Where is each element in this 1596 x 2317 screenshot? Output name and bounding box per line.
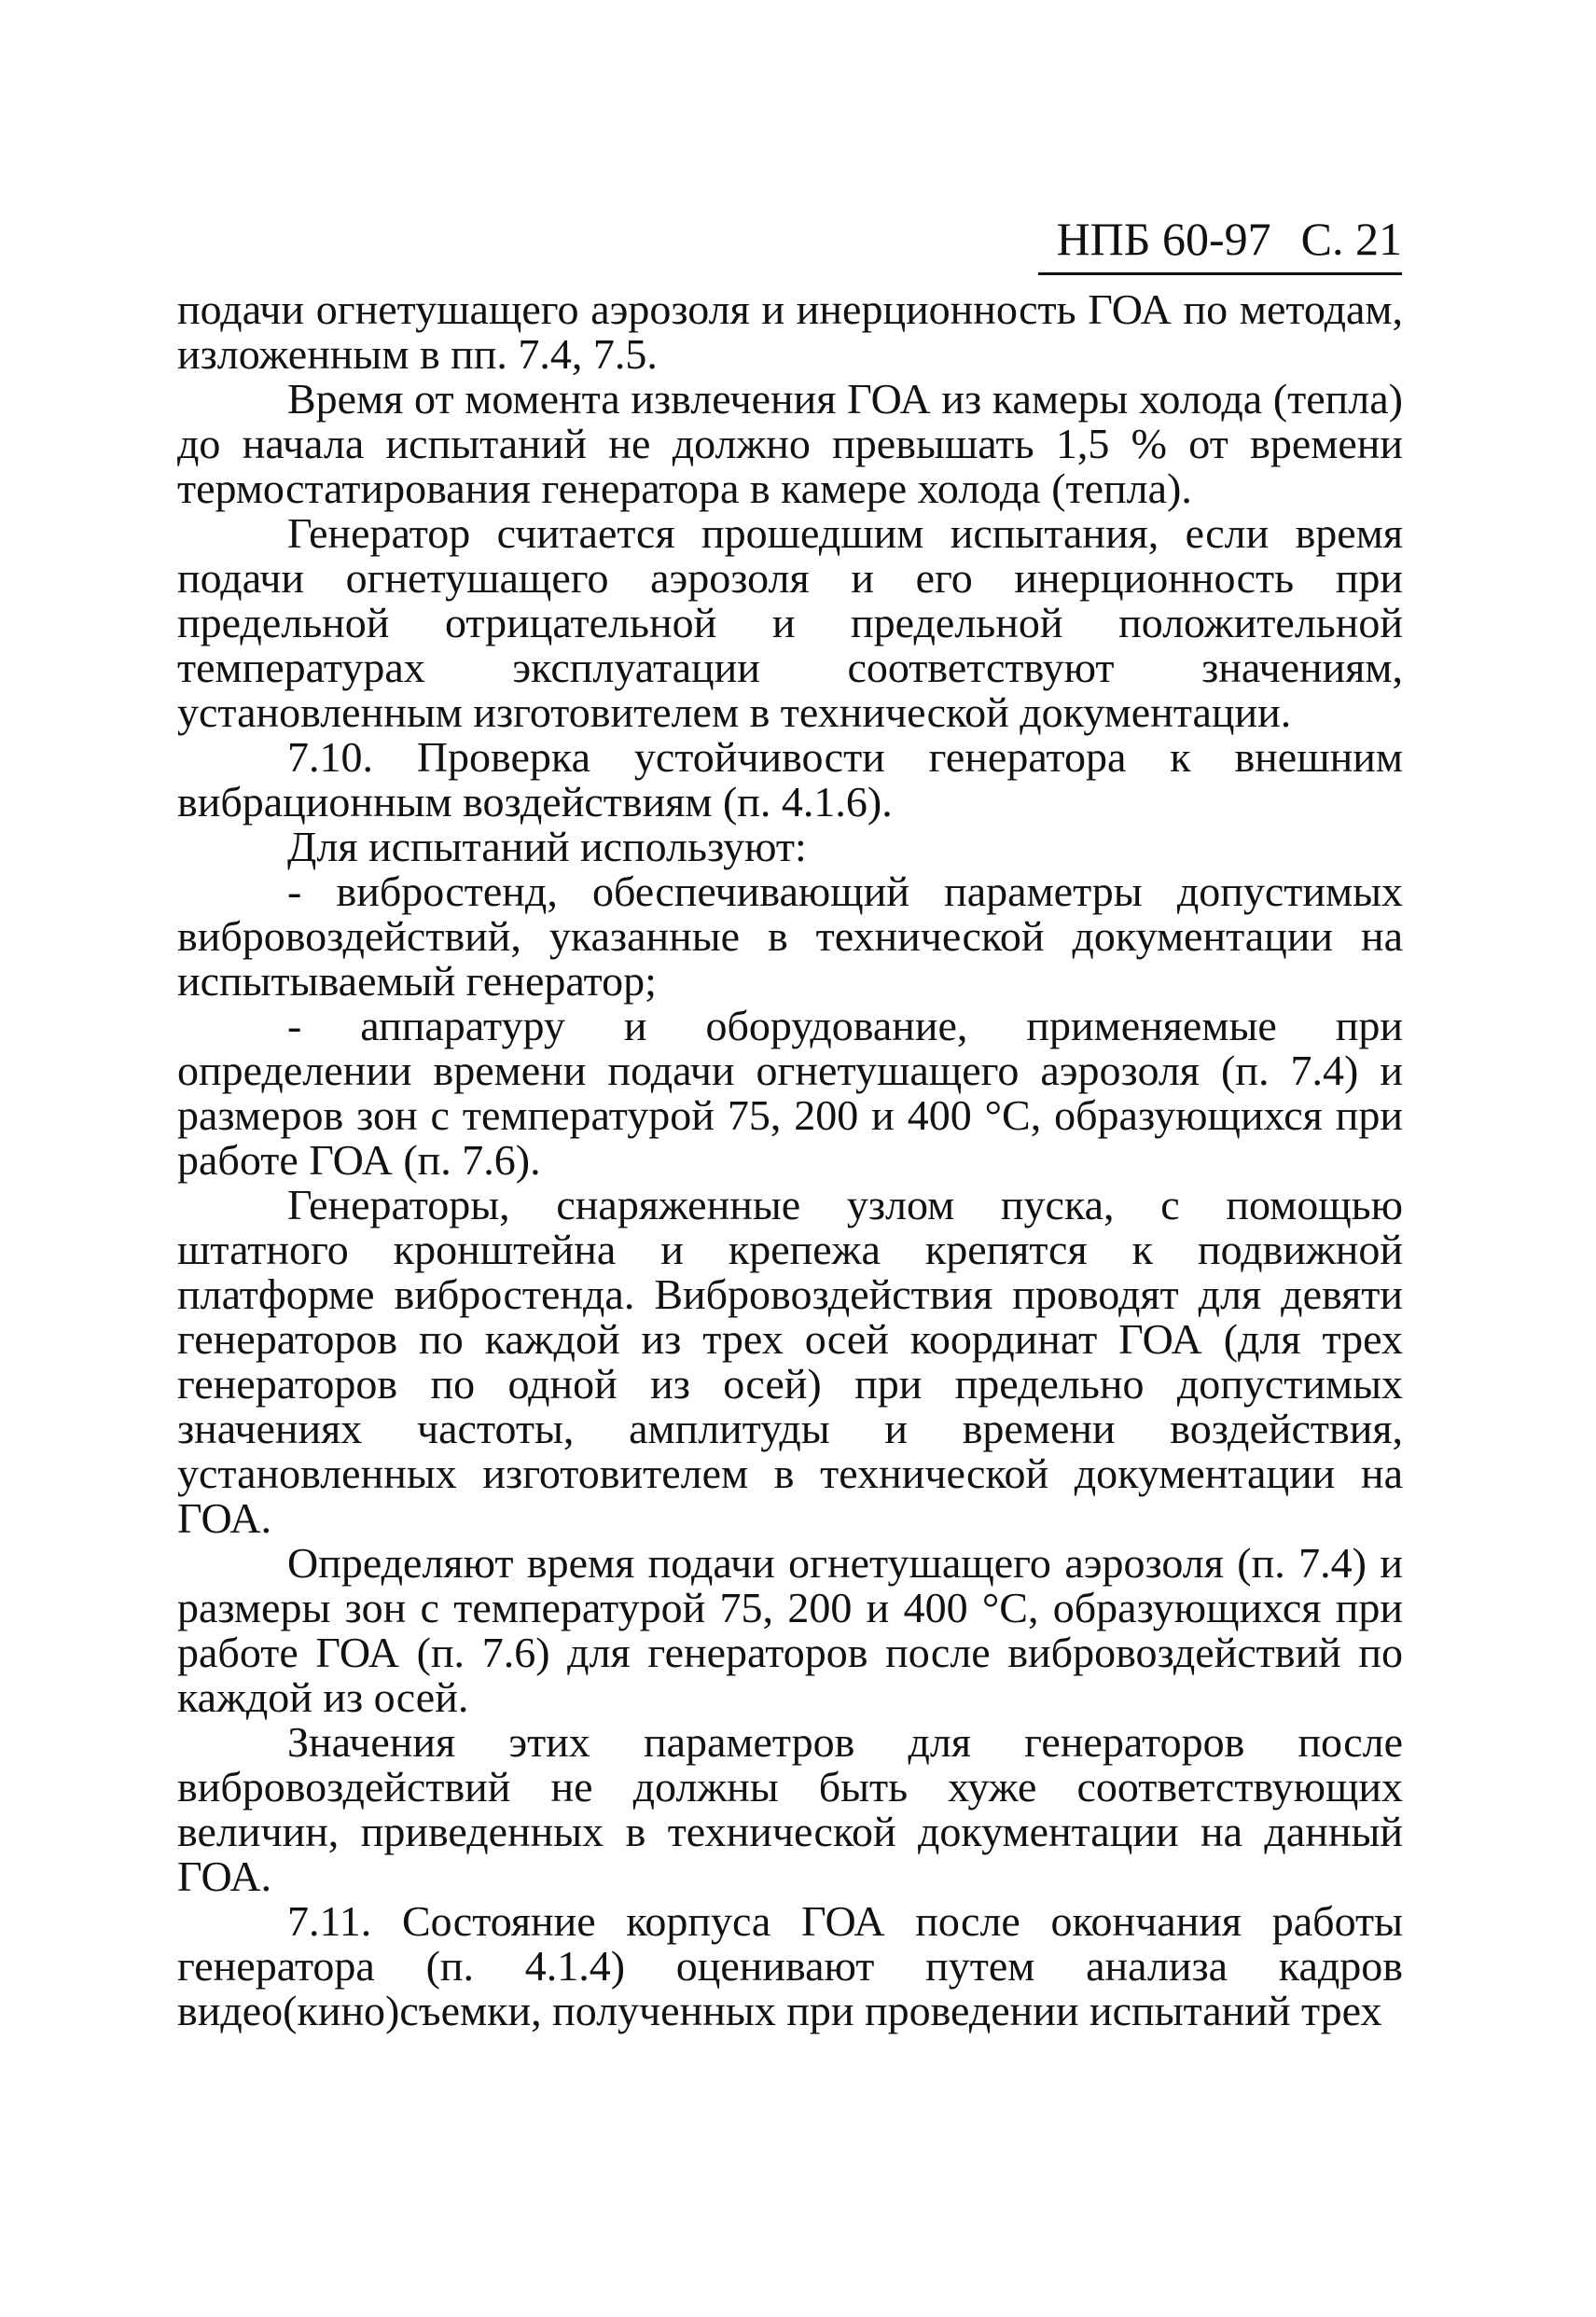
body-text bbox=[177, 287, 1403, 2033]
section-heading-7-11: 7.11. Состояние корпуса ГОА после окончания работы генератора (п. 4.1.4) оценивают путем анализа кадров видео(кино)съемки, полученных при проведении испытаний трех bbox=[177, 1897, 1403, 2034]
paragraph-mounting: Генераторы, снаряженные узлом пуска, с помощью штатного кронштейна и крепежа крепятся к подвижной платформе вибростенда. Вибровоздействия проводят для девяти генераторов по каждой из трех осей координат ГОА (для трех генераторов по одной из осей) при предельно допустимых значениях частоты, амплитуды и времени воздействия, установленных изготовителем в технической документации на ГОА. bbox=[177, 1181, 1403, 1542]
page-number: С. 21 bbox=[1300, 213, 1402, 265]
paragraph-determine: Определяют время подачи огнетушащего аэрозоля (п. 7.4) и размеры зон с температурой 75, 200 и 400 °С, образующихся при работе ГОА (п. 7.6) для генераторов после вибровоздействий по каждой из осей. bbox=[177, 1539, 1403, 1721]
paragraph-time-limit: Время от момента извлечения ГОА из камеры холода (тепла) до начала испытаний не должно превышать 1,5 % от времени термостатирования генератора в камере холода (тепла). bbox=[177, 375, 1403, 512]
paragraph-continuation: подачи огнетушащего аэрозоля и инерционность ГОА по методам, изложенным в пп. 7.4, 7.5. bbox=[177, 285, 1403, 378]
section-heading-7-10: 7.10. Проверка устойчивости генератора к внешним вибрационным воздействиям (п. 4.1.6). bbox=[177, 733, 1403, 826]
page-header bbox=[1038, 213, 1402, 275]
list-item-apparatus: - аппаратуру и оборудование, применяемые при определении времени подачи огнетушащего аэрозоля (п. 7.4) и размеров зон с температурой 75, 200 и 400 °С, образующихся при работе ГОА (п. 7.6). bbox=[177, 1002, 1403, 1184]
paragraph-pass-criteria: Генератор считается прошедшим испытания, если время подачи огнетушащего аэрозоля и его инерционность при предельной отрицательной и предельной положительной температурах эксплуатации соответствуют значениям, установленным изготовителем в технической документации. bbox=[177, 509, 1403, 736]
paragraph-equipment-intro: Для испытаний используют: bbox=[287, 823, 807, 870]
list-item-vibrostand: - вибростенд, обеспечивающий параметры допустимых вибровоздействий, указанные в технической документации на испытываемый генератор; bbox=[177, 867, 1403, 1005]
document-code: НПБ 60-97 bbox=[1056, 213, 1271, 265]
paragraph-parameter-values: Значения этих параметров для генераторов после вибровоздействий не должны быть хуже соответствующих величин, приведенных в технической документации на данный ГОА. bbox=[177, 1718, 1403, 1900]
